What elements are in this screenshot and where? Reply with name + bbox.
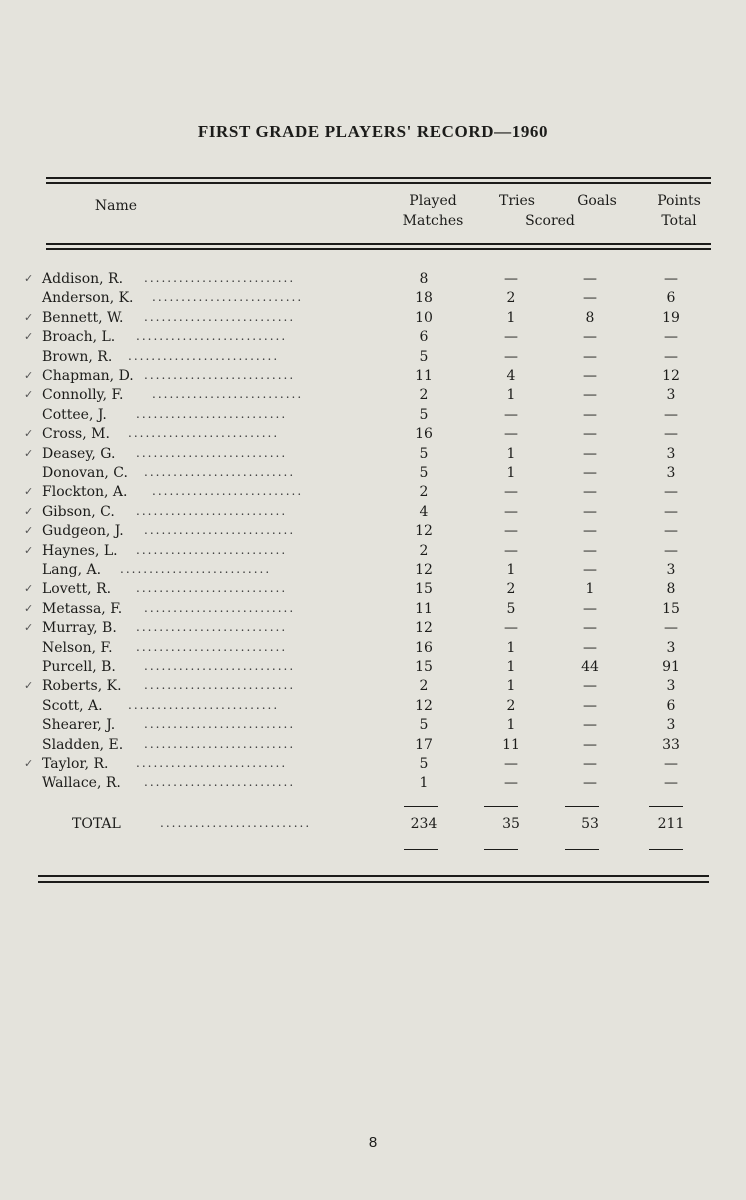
player-name: Addison, R.: [42, 271, 124, 287]
check-mark: ✓: [24, 369, 34, 382]
total-dots: ..........................: [160, 816, 312, 830]
points-total: —: [664, 426, 678, 443]
check-mark: ✓: [24, 524, 34, 538]
tries-scored: 1: [506, 387, 516, 404]
played-matches: 5: [419, 445, 429, 462]
leader-dots: ..........................: [144, 309, 296, 324]
bottom-rule-2: [38, 881, 709, 883]
goals-total-line: [565, 849, 599, 850]
top-rule-2: [46, 182, 711, 184]
check-mark: ✓: [24, 330, 34, 344]
goals-scored: —: [583, 756, 597, 772]
tries-scored: —: [504, 484, 518, 501]
played-matches: 12: [415, 562, 433, 578]
player-name: Nelson, F.: [42, 639, 113, 656]
table-row: [0, 756, 746, 775]
leader-dots: ..........................: [128, 697, 280, 712]
total-tries: 35: [502, 816, 520, 832]
points-total: 15: [662, 600, 680, 617]
leader-dots: ..........................: [144, 368, 296, 382]
header-rule-2: [46, 248, 711, 250]
table-row: [0, 484, 746, 503]
played-matches: 11: [415, 600, 433, 617]
played-matches: 5: [419, 348, 429, 365]
leader-dots: ..........................: [152, 387, 304, 402]
player-name: Lovett, R.: [42, 581, 112, 598]
played-matches: 2: [419, 542, 429, 559]
table-row: [0, 387, 746, 406]
table-row: [0, 543, 746, 562]
table-row: [0, 640, 746, 659]
goals-scored: —: [583, 678, 597, 695]
points-total: 3: [666, 639, 676, 656]
leader-dots: ..........................: [144, 736, 296, 751]
leader-dots: ..........................: [136, 503, 288, 518]
header-name: [86, 196, 146, 216]
points-total: 3: [666, 562, 676, 578]
tries-scored: 1: [506, 562, 516, 578]
goals-scored: —: [583, 271, 597, 287]
leader-dots: ..........................: [144, 775, 296, 790]
check-mark: ✓: [24, 272, 34, 285]
check-mark: ✓: [24, 485, 34, 499]
leader-dots: ..........................: [144, 659, 296, 673]
points-total: 3: [666, 387, 676, 404]
leader-dots: ..........................: [136, 620, 288, 635]
player-name: Broach, L.: [42, 329, 116, 346]
played-matches: 10: [415, 309, 433, 326]
tries-scored: 1: [506, 309, 516, 326]
played-matches: 15: [415, 659, 433, 675]
played-matches: 16: [415, 639, 433, 656]
player-name: Cross, M.: [42, 426, 110, 443]
points-total: 3: [666, 678, 676, 695]
tries-scored: —: [504, 620, 518, 637]
points-total: —: [664, 620, 678, 637]
tries-scored: 5: [506, 600, 516, 617]
check-mark: ✓: [24, 757, 34, 770]
player-name: Haynes, L.: [42, 542, 118, 559]
leader-dots: ..........................: [136, 756, 288, 770]
player-name: Metassa, F.: [42, 600, 123, 617]
goals-scored: —: [583, 717, 597, 734]
played-matches: 4: [419, 503, 429, 520]
check-mark: ✓: [24, 679, 34, 693]
table-row: [0, 659, 746, 678]
played-matches: 11: [415, 368, 433, 384]
check-mark: ✓: [24, 427, 34, 441]
leader-dots: ..........................: [144, 678, 296, 693]
tries-total-line: [484, 849, 518, 850]
points-total: 3: [666, 445, 676, 462]
player-name: Gudgeon, J.: [42, 523, 124, 540]
leader-dots: ..........................: [144, 271, 296, 285]
player-name: Deasey, G.: [42, 445, 116, 462]
table-row: [0, 678, 746, 697]
tries-scored: 2: [506, 581, 516, 598]
header-goals: [567, 191, 627, 211]
played-matches: 12: [415, 697, 433, 714]
tries-scored: —: [504, 542, 518, 559]
goals-scored: —: [583, 736, 597, 753]
table-row: [0, 446, 746, 465]
points-total: 6: [666, 697, 676, 714]
leader-dots: ..........................: [136, 542, 288, 557]
header-goals-label: Goals: [577, 193, 617, 209]
bottom-rule-1: [38, 875, 709, 877]
table-row: [0, 523, 746, 542]
points-total: 19: [662, 309, 680, 326]
table-row: [0, 271, 746, 290]
total-points: 211: [657, 816, 685, 832]
player-name: Shearer, J.: [42, 717, 116, 734]
goals-scored: —: [583, 600, 597, 617]
check-mark: ✓: [24, 388, 34, 402]
table-row: [0, 290, 746, 309]
table-row: [0, 504, 746, 523]
table-row: [0, 717, 746, 736]
player-name: Brown, R.: [42, 348, 113, 365]
table-row: [0, 562, 746, 581]
goals-scored: —: [583, 562, 597, 578]
check-mark: ✓: [24, 310, 34, 324]
leader-dots: ..........................: [128, 426, 280, 441]
tries-scored: 1: [506, 445, 516, 462]
leader-dots: ..........................: [120, 562, 272, 576]
header-points-line2: Total: [661, 213, 697, 229]
points-total: —: [664, 348, 678, 365]
tries-scored: 2: [506, 697, 516, 714]
tries-scored: —: [504, 426, 518, 443]
check-mark: ✓: [24, 621, 34, 635]
goals-scored: —: [583, 542, 597, 559]
goals-scored: —: [583, 329, 597, 346]
player-name: Scott, A.: [42, 697, 103, 714]
goals-scored: —: [583, 484, 597, 501]
leader-dots: ..........................: [144, 600, 296, 615]
goals-scored: 44: [581, 659, 599, 675]
goals-scored: —: [583, 348, 597, 365]
played-matches: 2: [419, 678, 429, 695]
header-played: [396, 191, 470, 231]
leader-dots: ..........................: [152, 484, 304, 499]
points-total: 3: [666, 717, 676, 734]
check-mark: ✓: [24, 601, 34, 615]
points-total: —: [664, 503, 678, 520]
goals-scored: —: [583, 426, 597, 443]
played-matches: 5: [419, 756, 429, 772]
player-name: Connolly, F.: [42, 387, 124, 404]
table-row: [0, 349, 746, 368]
goals-scored: —: [583, 620, 597, 637]
table-row: [0, 737, 746, 756]
table-row: [0, 310, 746, 329]
player-name: Bennett, W.: [42, 309, 124, 326]
played-matches: 2: [419, 484, 429, 501]
table-row: [0, 426, 746, 445]
check-mark: ✓: [24, 582, 34, 596]
played-matches: 2: [419, 387, 429, 404]
points-total: 8: [666, 581, 676, 598]
table-row: [0, 620, 746, 639]
header-tries: [487, 191, 547, 211]
points-total: —: [664, 271, 678, 287]
page-title: FIRST GRADE PLAYERS' RECORD—1960: [197, 122, 549, 141]
tries-scored: —: [504, 271, 518, 287]
header-played-line2: Matches: [402, 213, 464, 229]
points-total: 3: [666, 465, 676, 481]
played-matches: 1: [419, 775, 429, 792]
table-row: [0, 407, 746, 426]
tries-scored: 2: [506, 290, 516, 307]
leader-dots: ..........................: [144, 465, 296, 479]
points-total: —: [664, 523, 678, 540]
points-total: 91: [662, 659, 680, 675]
goals-scored: —: [583, 406, 597, 423]
points-total: —: [664, 775, 678, 792]
tries-scored: —: [504, 406, 518, 423]
goals-scored: —: [583, 368, 597, 384]
player-name: Chapman, D.: [42, 368, 134, 384]
played-sum-line: [404, 806, 438, 807]
leader-dots: ..........................: [136, 445, 288, 460]
header-scored: [520, 211, 580, 231]
tries-scored: —: [504, 523, 518, 540]
points-total: —: [664, 756, 678, 772]
header-played-line1: Played: [409, 193, 457, 209]
leader-dots: ..........................: [136, 639, 288, 654]
leader-dots: ..........................: [144, 523, 296, 538]
total-played: 234: [410, 816, 438, 832]
leader-dots: ..........................: [136, 406, 288, 421]
table-row: [0, 368, 746, 387]
goals-scored: —: [583, 465, 597, 481]
points-total: 33: [662, 736, 680, 753]
played-matches: 16: [415, 426, 433, 443]
played-matches: 17: [415, 736, 433, 753]
points-total: 12: [662, 368, 680, 384]
tries-scored: 1: [506, 639, 516, 656]
total-row: [0, 816, 746, 835]
total-goals: 53: [581, 816, 599, 832]
tries-scored: 4: [506, 368, 516, 384]
check-mark: ✓: [24, 446, 34, 460]
player-name: Lang, A.: [42, 562, 102, 578]
goals-scored: —: [583, 775, 597, 792]
leader-dots: ..........................: [152, 290, 304, 305]
goals-scored: 1: [585, 581, 595, 598]
player-name: Murray, B.: [42, 620, 117, 637]
leader-dots: ..........................: [136, 329, 288, 344]
goals-scored: —: [583, 639, 597, 656]
goals-scored: —: [583, 523, 597, 540]
played-matches: 5: [419, 717, 429, 734]
tries-scored: 1: [506, 659, 516, 675]
table-row: [0, 329, 746, 348]
goals-scored: 8: [585, 309, 595, 326]
points-total: —: [664, 329, 678, 346]
player-name: Anderson, K.: [42, 290, 134, 307]
played-matches: 8: [419, 271, 429, 287]
played-matches: 6: [419, 329, 429, 346]
points-total: 6: [666, 290, 676, 307]
player-name: Purcell, B.: [42, 659, 116, 675]
player-name: Donovan, C.: [42, 465, 128, 481]
tries-scored: 1: [506, 717, 516, 734]
goals-scored: —: [583, 387, 597, 404]
points-total-line: [649, 849, 683, 850]
played-matches: 18: [415, 290, 433, 307]
points-total: —: [664, 542, 678, 559]
tries-scored: —: [504, 756, 518, 772]
played-matches: 12: [415, 523, 433, 540]
header-points: [646, 191, 712, 231]
player-name: Roberts, K.: [42, 678, 122, 695]
points-total: —: [664, 484, 678, 501]
player-name: Flockton, A.: [42, 484, 128, 501]
total-label: TOTAL: [72, 816, 121, 832]
played-matches: 5: [419, 465, 429, 481]
played-total-line: [404, 849, 438, 850]
tries-scored: —: [504, 348, 518, 365]
goals-scored: —: [583, 503, 597, 520]
player-name: Sladden, E.: [42, 736, 124, 753]
header-rule-1: [46, 243, 711, 245]
header-name-label: Name: [94, 198, 138, 214]
played-matches: 15: [415, 581, 433, 598]
table-row: [0, 775, 746, 794]
leader-dots: ..........................: [144, 717, 296, 732]
tries-scored: —: [504, 329, 518, 346]
check-mark: ✓: [24, 504, 34, 518]
player-name: Wallace, R.: [42, 775, 121, 792]
leader-dots: ..........................: [136, 581, 288, 596]
goals-sum-line: [565, 806, 599, 807]
top-rule-1: [46, 177, 711, 179]
page-number: 8: [368, 1134, 378, 1151]
goals-scored: —: [583, 697, 597, 714]
player-name: Gibson, C.: [42, 503, 115, 520]
goals-scored: —: [583, 445, 597, 462]
points-sum-line: [649, 806, 683, 807]
played-matches: 5: [419, 406, 429, 423]
header-tries-label: Tries: [499, 193, 535, 209]
points-total: —: [664, 406, 678, 423]
player-name: Cottee, J.: [42, 406, 107, 423]
tries-scored: 11: [502, 736, 520, 753]
tries-scored: —: [504, 503, 518, 520]
table-row: [0, 465, 746, 484]
table-row: [0, 581, 746, 600]
goals-scored: —: [583, 290, 597, 307]
tries-scored: —: [504, 775, 518, 792]
tries-sum-line: [484, 806, 518, 807]
check-mark: ✓: [24, 543, 34, 557]
header-points-line1: Points: [657, 193, 701, 209]
table-row: [0, 698, 746, 717]
played-matches: 12: [415, 620, 433, 637]
player-name: Taylor, R.: [42, 756, 109, 772]
header-scored-label: Scored: [525, 213, 575, 229]
tries-scored: 1: [506, 678, 516, 695]
tries-scored: 1: [506, 465, 516, 481]
table-row: [0, 601, 746, 620]
leader-dots: ..........................: [128, 348, 280, 363]
